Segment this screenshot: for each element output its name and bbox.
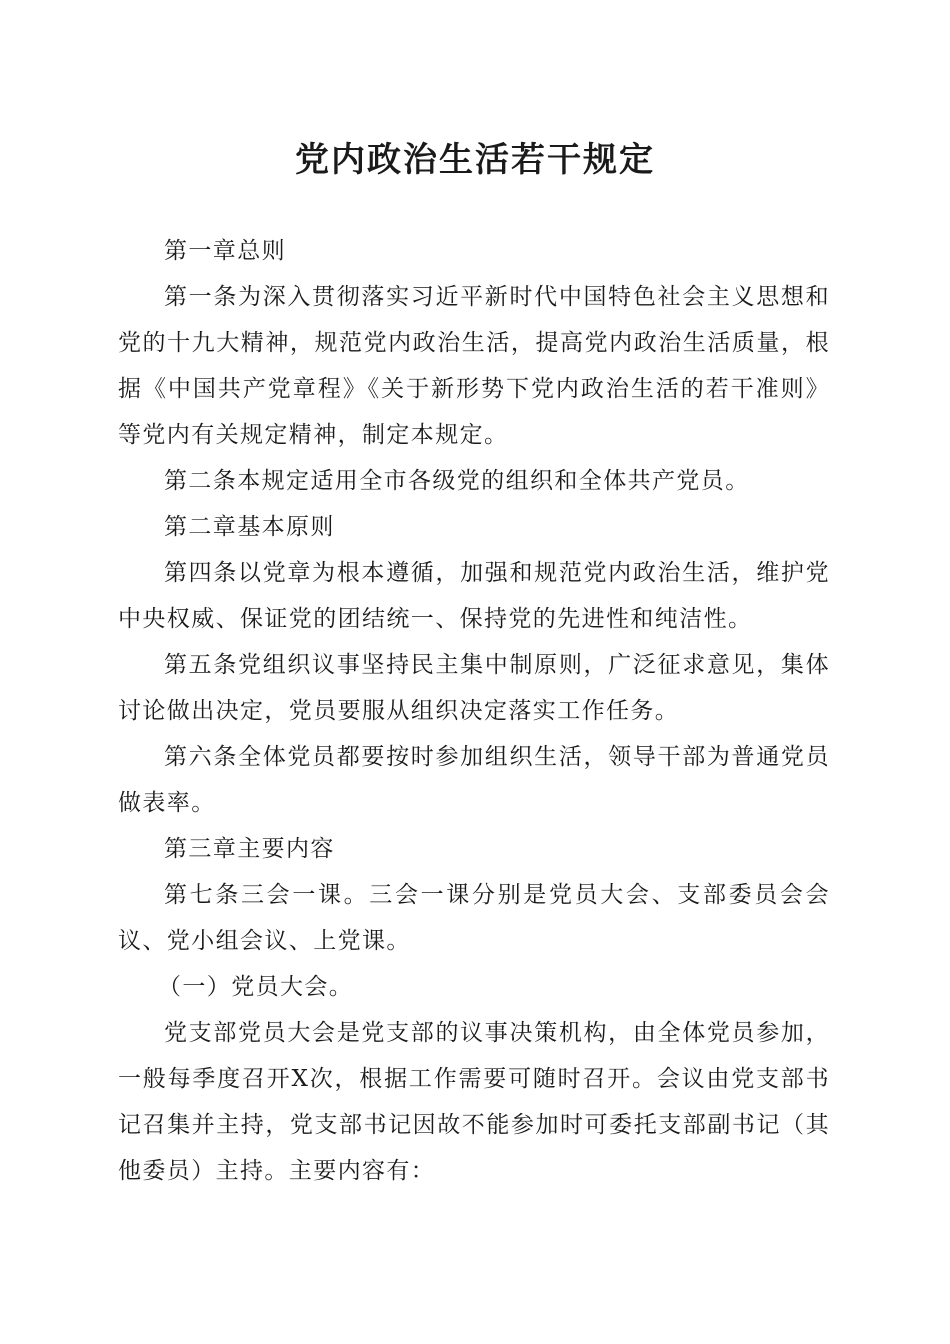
article-4: 第四条以党章为根本遵循，加强和规范党内政治生活，维护党中央权威、保证党的团结统一、保持党的先进性和纯洁性。 [118,560,830,632]
article-6: 第六条全体党员都要按时参加组织生活，领导干部为普通党员做表率。 [118,744,830,816]
document-title: 党内政治生活若干规定 [295,140,655,180]
document-body [118,228,830,1194]
section-1-heading: （一）党员大会。 [158,974,354,1000]
article-7: 第七条三会一课。三会一课分别是党员大会、支部委员会会议、党小组会议、上党课。 [118,882,830,954]
chapter-2-heading: 第二章基本原则 [164,514,335,540]
chapter-3-heading: 第三章主要内容 [164,836,335,862]
party-member-meeting-paragraph: 党支部党员大会是党支部的议事决策机构，由全体党员参加，一般每季度召开X次，根据工作需要可随时召开。会议由党支部书记召集并主持，党支部书记因故不能参加时可委托支部副书记（其他委员）主持。主要内容有： [118,1020,830,1184]
article-1: 第一条为深入贯彻落实习近平新时代中国特色社会主义思想和党的十九大精神，规范党内政治生活，提高党内政治生活质量，根据《中国共产党章程》《关于新形势下党内政治生活的若干准则》等党内有关规定精神，制定本规定。 [118,284,830,448]
article-5: 第五条党组织议事坚持民主集中制原则，广泛征求意见，集体讨论做出决定，党员要服从组织决定落实工作任务。 [118,652,830,724]
article-2: 第二条本规定适用全市各级党的组织和全体共产党员。 [164,468,750,494]
chapter-1-heading: 第一章总则 [164,238,286,264]
